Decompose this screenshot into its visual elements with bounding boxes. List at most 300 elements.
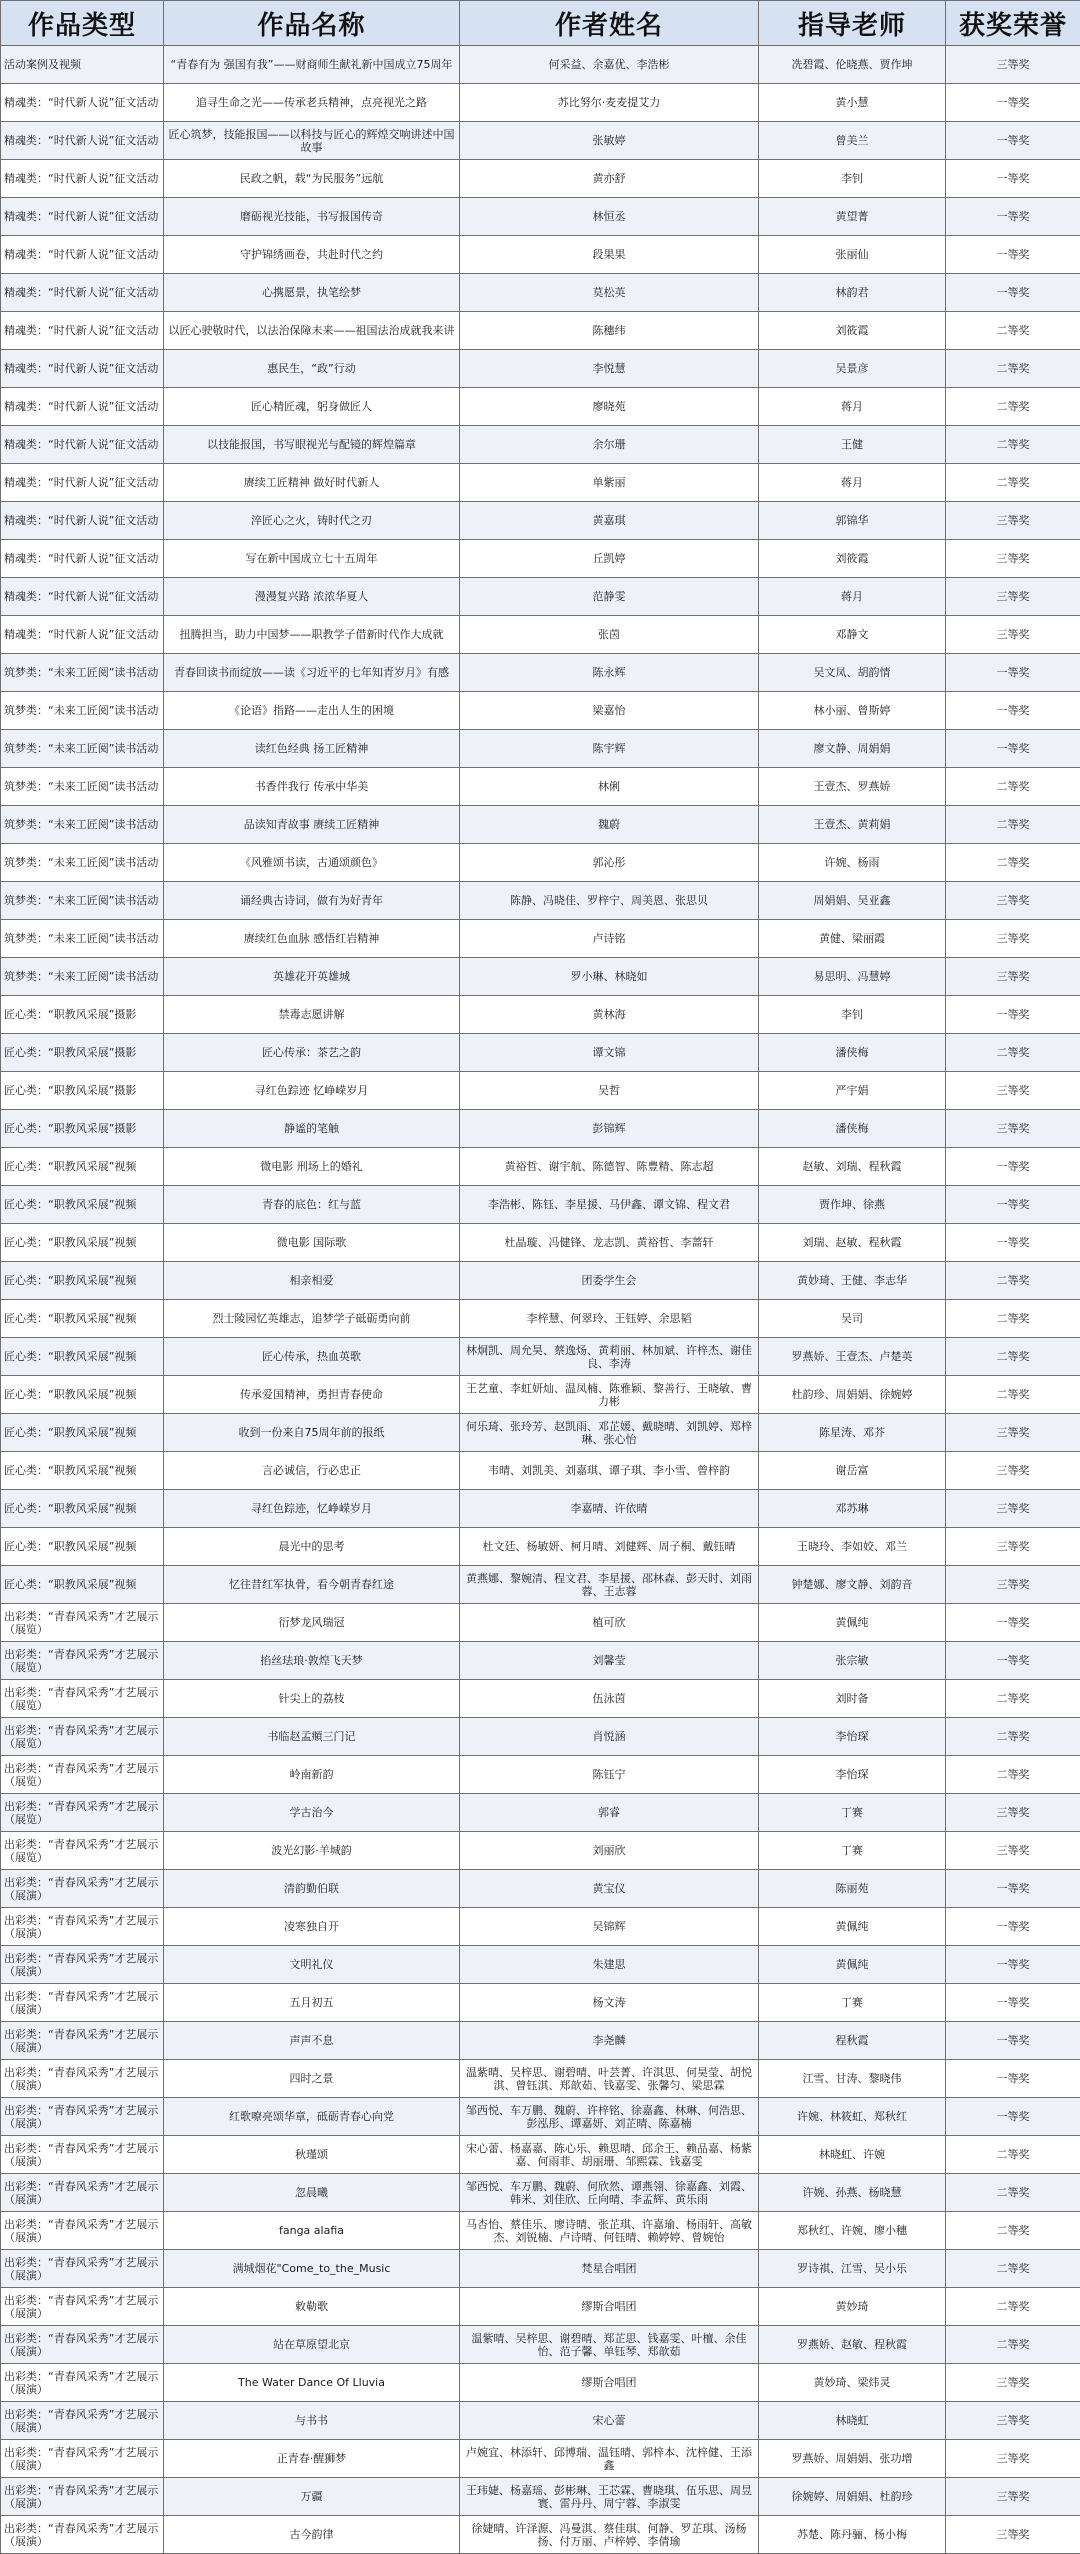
table-row [1, 1908, 1080, 1946]
cell-award: 一等奖 [946, 1642, 1080, 1680]
table-row [1, 1262, 1080, 1300]
cell-authors: 张敏婷 [460, 122, 759, 160]
cell-award: 三等奖 [946, 2516, 1080, 2554]
header-category: 作品类型 [1, 1, 164, 46]
table-row [1, 312, 1080, 350]
cell-category: 筑梦类：“未来工匠阅”读书活动 [1, 654, 164, 692]
cell-award: 二等奖 [946, 768, 1080, 806]
cell-title: 收到一份来自75周年前的报纸 [164, 1414, 460, 1452]
table-row [1, 996, 1080, 1034]
cell-advisors: 周娟娟、吴亚鑫 [759, 882, 946, 920]
cell-award: 一等奖 [946, 122, 1080, 160]
cell-category: 筑梦类：“未来工匠阅”读书活动 [1, 882, 164, 920]
cell-award: 三等奖 [946, 2402, 1080, 2440]
cell-category: 出彩类：“青春风采秀”才艺展示（展演） [1, 1946, 164, 1984]
cell-category: 精魂类：“时代新人说”征文活动 [1, 426, 164, 464]
cell-award: 一等奖 [946, 1946, 1080, 1984]
cell-advisors: 蒋月 [759, 578, 946, 616]
cell-authors: 王玮婕、杨嘉瑶、彭彬琳、王芯霖、曹晓琪、伍乐思、周昱寰、雷丹丹、周宁蓉、李淑雯 [460, 2478, 759, 2516]
cell-title: 针尖上的荔枝 [164, 1680, 460, 1718]
cell-title: 学古治今 [164, 1794, 460, 1832]
cell-authors: 宋心蕾 [460, 2402, 759, 2440]
table-row [1, 1376, 1080, 1414]
table-row [1, 2136, 1080, 2174]
table-row [1, 1452, 1080, 1490]
table-row [1, 1604, 1080, 1642]
cell-title: 微电影 刑场上的婚礼 [164, 1148, 460, 1186]
cell-advisors: 蒋月 [759, 464, 946, 502]
cell-title: 赓续工匠精神 做好时代新人 [164, 464, 460, 502]
cell-authors: 陈静、冯晓佳、罗梓宁、周美恩、张思贝 [460, 882, 759, 920]
table-row [1, 464, 1080, 502]
cell-advisors: 杜韵珍、周娟娟、徐婉婷 [759, 1376, 946, 1414]
cell-advisors: 李钊 [759, 160, 946, 198]
cell-authors: 缪斯合唱团 [460, 2288, 759, 2326]
cell-advisors: 丁赛 [759, 1984, 946, 2022]
cell-authors: 刘丽欣 [460, 1832, 759, 1870]
cell-category: 筑梦类：“未来工匠阅”读书活动 [1, 768, 164, 806]
cell-advisors: 赵敏、刘瑞、程秋霞 [759, 1148, 946, 1186]
cell-award: 二等奖 [946, 1300, 1080, 1338]
cell-title: 守护锦绣画卷，共赴时代之约 [164, 236, 460, 274]
cell-advisors: 王壹杰、黄莉娟 [759, 806, 946, 844]
table-row [1, 616, 1080, 654]
cell-award: 三等奖 [946, 1794, 1080, 1832]
cell-category: 出彩类：“青春风采秀”才艺展示（展演） [1, 2402, 164, 2440]
cell-category: 匠心类：“职教风采展”视频 [1, 1186, 164, 1224]
table-row [1, 1224, 1080, 1262]
cell-category: 出彩类：“青春风采秀”才艺展示（展演） [1, 2478, 164, 2516]
cell-advisors: 潘侠梅 [759, 1034, 946, 1072]
table-row [1, 1566, 1080, 1604]
table-row [1, 882, 1080, 920]
cell-authors: 团委学生会 [460, 1262, 759, 1300]
cell-authors: 梵星合唱团 [460, 2250, 759, 2288]
cell-award: 二等奖 [946, 1034, 1080, 1072]
cell-authors: 缪斯合唱团 [460, 2364, 759, 2402]
cell-title: 书香伴我行 传承中华美 [164, 768, 460, 806]
table-row [1, 388, 1080, 426]
cell-category: 出彩类：“青春风采秀”才艺展示（展演） [1, 2022, 164, 2060]
header-advisors: 指导老师 [759, 1, 946, 46]
cell-award: 二等奖 [946, 464, 1080, 502]
cell-authors: 谭文锦 [460, 1034, 759, 1072]
cell-award: 三等奖 [946, 2478, 1080, 2516]
cell-advisors: 潘侠梅 [759, 1110, 946, 1148]
cell-authors: 杨文涛 [460, 1984, 759, 2022]
cell-category: 出彩类：“青春风采秀”才艺展示（展演） [1, 1908, 164, 1946]
table-body [1, 46, 1080, 2554]
cell-authors: 李浩彬、陈钰、李星援、马伊鑫、谭文锦、程文君 [460, 1186, 759, 1224]
cell-authors: 郭睿 [460, 1794, 759, 1832]
cell-advisors: 许婉、杨雨 [759, 844, 946, 882]
cell-category: 精魂类：“时代新人说”征文活动 [1, 540, 164, 578]
table-row [1, 1110, 1080, 1148]
cell-award: 二等奖 [946, 312, 1080, 350]
cell-advisors: 林韵君 [759, 274, 946, 312]
table-row [1, 1034, 1080, 1072]
cell-authors: 黄裕哲、谢宇航、陈德智、陈豊精、陈志超 [460, 1148, 759, 1186]
cell-authors: 肖悦涵 [460, 1718, 759, 1756]
cell-title: 诵经典古诗词，做有为好青年 [164, 882, 460, 920]
cell-category: 匠心类：“职教风采展”视频 [1, 1224, 164, 1262]
table-row [1, 1490, 1080, 1528]
cell-category: 精魂类：“时代新人说”征文活动 [1, 388, 164, 426]
cell-authors: 宋心蕾、杨嘉嘉、陈心乐、赖思晴、邱余王、赖品嘉、杨紫嘉、何雨菲、胡丽珊、邹熙霖、钱嘉雯 [460, 2136, 759, 2174]
cell-authors: 李尧麟 [460, 2022, 759, 2060]
cell-category: 出彩类：“青春风采秀”才艺展示（展览） [1, 1756, 164, 1794]
cell-category: 出彩类：“青春风采秀”才艺展示（展演） [1, 2288, 164, 2326]
table-row [1, 122, 1080, 160]
cell-category: 出彩类：“青春风采秀”才艺展示（展览） [1, 1680, 164, 1718]
cell-title: fanga alafia [164, 2212, 460, 2250]
cell-award: 三等奖 [946, 1566, 1080, 1604]
cell-advisors: 钟楚娜、廖文静、刘韵音 [759, 1566, 946, 1604]
cell-category: 匠心类：“职教风采展”摄影 [1, 1034, 164, 1072]
cell-advisors: 罗燕娇、王壹杰、卢楚英 [759, 1338, 946, 1376]
cell-advisors: 黄佩纯 [759, 1908, 946, 1946]
table-row [1, 768, 1080, 806]
cell-advisors: 邓静文 [759, 616, 946, 654]
cell-authors: 罗小琳、林晓如 [460, 958, 759, 996]
table-row [1, 350, 1080, 388]
cell-advisors: 徐婉婷、周娟娟、杜韵珍 [759, 2478, 946, 2516]
table-row [1, 2440, 1080, 2478]
cell-category: 出彩类：“青春风采秀”才艺展示（展览） [1, 1718, 164, 1756]
table-row [1, 2174, 1080, 2212]
table-row [1, 1528, 1080, 1566]
cell-award: 二等奖 [946, 388, 1080, 426]
cell-award: 三等奖 [946, 920, 1080, 958]
cell-category: 出彩类：“青春风采秀”才艺展示（展演） [1, 2212, 164, 2250]
cell-title: 读红色经典 扬工匠精神 [164, 730, 460, 768]
cell-category: 匠心类：“职教风采展”视频 [1, 1528, 164, 1566]
cell-advisors: 林晓虹、许婉 [759, 2136, 946, 2174]
cell-award: 三等奖 [946, 2440, 1080, 2478]
cell-title: 禁毒志愿讲解 [164, 996, 460, 1034]
cell-authors: 单紫丽 [460, 464, 759, 502]
cell-authors: 陈钰宁 [460, 1756, 759, 1794]
table-row [1, 2288, 1080, 2326]
cell-title: 青春的底色：红与蓝 [164, 1186, 460, 1224]
table-row [1, 84, 1080, 122]
cell-advisors: 吴文凤、胡韵情 [759, 654, 946, 692]
cell-award: 三等奖 [946, 1414, 1080, 1452]
cell-title: 匠心精匠魂，躬身做匠人 [164, 388, 460, 426]
cell-advisors: 张丽仙 [759, 236, 946, 274]
table-row [1, 1300, 1080, 1338]
cell-title: 传承爱国精神，勇担青春使命 [164, 1376, 460, 1414]
table-row [1, 2326, 1080, 2364]
cell-authors: 温紫晴、吴梓思、谢碧晴、叶芸菁、许淇思、何昊莹、胡悦淇、曾钰淇、郑歆茹、钱嘉雯、张馨匀、梁思霖 [460, 2060, 759, 2098]
cell-title: 古今韵律 [164, 2516, 460, 2554]
cell-award: 二等奖 [946, 2288, 1080, 2326]
cell-title: 《风雅颂书读，古通颂颜色》 [164, 844, 460, 882]
cell-award: 一等奖 [946, 1870, 1080, 1908]
cell-award: 一等奖 [946, 654, 1080, 692]
cell-award: 一等奖 [946, 1908, 1080, 1946]
cell-authors: 廖晓苑 [460, 388, 759, 426]
table-row [1, 2402, 1080, 2440]
cell-title: 品读知青故事 赓续工匠精神 [164, 806, 460, 844]
cell-title: 漫漫复兴路 浓浓华夏人 [164, 578, 460, 616]
cell-advisors: 严宇娟 [759, 1072, 946, 1110]
cell-advisors: 郭锦华 [759, 502, 946, 540]
table-row [1, 958, 1080, 996]
cell-authors: 邹西悦、车万鹏、魏蔚、许梓铭、徐嘉鑫、林琳、何浩思、彭泓彤、谭嘉妍、刘芷晴、陈嘉楠 [460, 2098, 759, 2136]
cell-category: 出彩类：“青春风采秀”才艺展示（展览） [1, 1604, 164, 1642]
cell-award: 二等奖 [946, 1718, 1080, 1756]
table-row [1, 2098, 1080, 2136]
cell-category: 筑梦类：“未来工匠阅”读书活动 [1, 920, 164, 958]
cell-advisors: 许婉、林筱虹、郑秋红 [759, 2098, 946, 2136]
cell-category: 精魂类：“时代新人说”征文活动 [1, 236, 164, 274]
table-row [1, 1338, 1080, 1376]
cell-title: 青春回读书而绽放——读《习近平的七年知青岁月》有感 [164, 654, 460, 692]
cell-advisors: 黄佩纯 [759, 1946, 946, 1984]
cell-title: 静谧的笔触 [164, 1110, 460, 1148]
cell-category: 匠心类：“职教风采展”视频 [1, 1376, 164, 1414]
cell-advisors: 谢岳富 [759, 1452, 946, 1490]
cell-category: 匠心类：“职教风采展”摄影 [1, 1072, 164, 1110]
cell-authors: 何乐琦、张玲芳、赵凯雨、邓芷媛、戴晓晴、刘凯婷、郑梓琳、张心怡 [460, 1414, 759, 1452]
table-row [1, 540, 1080, 578]
cell-advisors: 黄妙琦 [759, 2288, 946, 2326]
cell-advisors: 邓苏琳 [759, 1490, 946, 1528]
cell-award: 一等奖 [946, 274, 1080, 312]
cell-award: 二等奖 [946, 2174, 1080, 2212]
table-row [1, 1186, 1080, 1224]
cell-category: 精魂类：“时代新人说”征文活动 [1, 350, 164, 388]
cell-authors: 卢婉宜、林添轩、邱博瑞、温钰晴、郭梓本、沈梓健、王添鑫 [460, 2440, 759, 2478]
table-row [1, 1946, 1080, 1984]
cell-advisors: 刘时备 [759, 1680, 946, 1718]
cell-category: 出彩类：“青春风采秀”才艺展示（展演） [1, 2060, 164, 2098]
cell-advisors: 吴司 [759, 1300, 946, 1338]
cell-title: 寻红色踪迹，忆峥嵘岁月 [164, 1490, 460, 1528]
cell-authors: 邹西悦、车万鹏、魏蔚、何欣然、谭燕翎、徐嘉鑫、刘霞、韩米、刘佳欣、丘向晴、李孟辉、黄乐雨 [460, 2174, 759, 2212]
cell-title: 以技能报国，书写眼视光与配镜的辉煌篇章 [164, 426, 460, 464]
cell-category: 出彩类：“青春风采秀”才艺展示（展演） [1, 2326, 164, 2364]
cell-title: 写在新中国成立七十五周年 [164, 540, 460, 578]
cell-advisors: 张宗敏 [759, 1642, 946, 1680]
cell-award: 三等奖 [946, 2364, 1080, 2402]
cell-award: 一等奖 [946, 730, 1080, 768]
cell-authors: 黄燕娜、黎婉清、程文君、李星援、邵林森、彭天时、刘雨蓉、王志蓉 [460, 1566, 759, 1604]
cell-authors: 黄宝仪 [460, 1870, 759, 1908]
cell-title: 清韵勤伯联 [164, 1870, 460, 1908]
cell-award: 一等奖 [946, 160, 1080, 198]
cell-authors: 朱建思 [460, 1946, 759, 1984]
cell-award: 二等奖 [946, 1338, 1080, 1376]
cell-authors: 黄亦舒 [460, 160, 759, 198]
cell-award: 一等奖 [946, 236, 1080, 274]
cell-award: 三等奖 [946, 46, 1080, 84]
cell-award: 一等奖 [946, 1604, 1080, 1642]
cell-authors: 韦晴、刘凯美、刘嘉琪、谭子琪、李小雪、曾梓韵 [460, 1452, 759, 1490]
cell-authors: 范静雯 [460, 578, 759, 616]
cell-title: 满城烟花"Come_to_the_Music [164, 2250, 460, 2288]
table-row [1, 236, 1080, 274]
cell-advisors: 贾作坤、徐燕 [759, 1186, 946, 1224]
cell-authors: 吴哲 [460, 1072, 759, 1110]
cell-advisors: 易思明、冯慧婷 [759, 958, 946, 996]
cell-authors: 李梓慧、何翠玲、王钰婷、余思韬 [460, 1300, 759, 1338]
cell-authors: 余尔珊 [460, 426, 759, 464]
cell-award: 三等奖 [946, 502, 1080, 540]
cell-category: 匠心类：“职教风采展”视频 [1, 1452, 164, 1490]
cell-award: 三等奖 [946, 1832, 1080, 1870]
cell-title: 衍梦龙风瑞冠 [164, 1604, 460, 1642]
cell-advisors: 曾美兰 [759, 122, 946, 160]
cell-advisors: 黄妙琦、王健、李志华 [759, 1262, 946, 1300]
cell-authors: 陈穗纬 [460, 312, 759, 350]
table-row [1, 578, 1080, 616]
cell-title: 四时之景 [164, 2060, 460, 2098]
cell-authors: 陈宇辉 [460, 730, 759, 768]
cell-authors: 黄嘉琪 [460, 502, 759, 540]
cell-title: 匠心传承：茶艺之韵 [164, 1034, 460, 1072]
cell-award: 三等奖 [946, 616, 1080, 654]
cell-title: 匠心筑梦，技能报国——以科技与匠心的辉煌交响讲述中国故事 [164, 122, 460, 160]
cell-advisors: 罗诗祺、江雪、吴小乐 [759, 2250, 946, 2288]
cell-category: 出彩类：“青春风采秀”才艺展示（展览） [1, 1832, 164, 1870]
cell-category: 精魂类：“时代新人说”征文活动 [1, 312, 164, 350]
cell-category: 筑梦类：“未来工匠阅”读书活动 [1, 806, 164, 844]
cell-category: 出彩类：“青春风采秀”才艺展示（展演） [1, 2174, 164, 2212]
cell-title: The Water Dance Of Lluvia [164, 2364, 460, 2402]
cell-authors: 丘凯婷 [460, 540, 759, 578]
cell-award: 一等奖 [946, 1224, 1080, 1262]
cell-authors: 苏比努尔·麦麦提艾力 [460, 84, 759, 122]
cell-award: 一等奖 [946, 1186, 1080, 1224]
cell-award: 二等奖 [946, 350, 1080, 388]
cell-category: 精魂类：“时代新人说”征文活动 [1, 160, 164, 198]
cell-advisors: 刘筱霞 [759, 540, 946, 578]
cell-authors: 李嘉晴、许依晴 [460, 1490, 759, 1528]
cell-advisors: 陈丽苑 [759, 1870, 946, 1908]
cell-title: 《论语》指路——走出人生的困境 [164, 692, 460, 730]
header-award: 获奖荣誉 [946, 1, 1080, 46]
cell-advisors: 郑秋红、许婉、廖小穗 [759, 2212, 946, 2250]
cell-category: 活动案例及视频 [1, 46, 164, 84]
cell-title: 五月初五 [164, 1984, 460, 2022]
cell-title: 寻红色踪迹 忆峥嵘岁月 [164, 1072, 460, 1110]
cell-authors: 杜文廷、杨敏妍、柯月晴、刘健辉、周子桐、戴钰晴 [460, 1528, 759, 1566]
table-row [1, 2516, 1080, 2554]
cell-category: 匠心类：“职教风采展”摄影 [1, 996, 164, 1034]
cell-title: 掐丝珐琅·敦煌飞天梦 [164, 1642, 460, 1680]
cell-advisors: 李怡琛 [759, 1756, 946, 1794]
cell-category: 筑梦类：“未来工匠阅”读书活动 [1, 958, 164, 996]
cell-award: 一等奖 [946, 692, 1080, 730]
table-row [1, 160, 1080, 198]
cell-category: 精魂类：“时代新人说”征文活动 [1, 578, 164, 616]
header-title: 作品名称 [164, 1, 460, 46]
cell-category: 匠心类：“职教风采展”视频 [1, 1490, 164, 1528]
cell-award: 二等奖 [946, 2250, 1080, 2288]
cell-category: 匠心类：“职教风采展”视频 [1, 1338, 164, 1376]
cell-title: 忆往昔红军执骨，看今朝青春红途 [164, 1566, 460, 1604]
cell-authors: 林恒丞 [460, 198, 759, 236]
cell-title: 微电影 国际歌 [164, 1224, 460, 1262]
cell-authors: 陈永辉 [460, 654, 759, 692]
cell-authors: 卢诗铭 [460, 920, 759, 958]
cell-authors: 林俐 [460, 768, 759, 806]
cell-advisors: 黄望菁 [759, 198, 946, 236]
cell-authors: 何采益、余嘉优、李浩彬 [460, 46, 759, 84]
cell-advisors: 刘筱霞 [759, 312, 946, 350]
cell-award: 一等奖 [946, 2022, 1080, 2060]
cell-authors: 王艺童、李虹妍灿、温凤楠、陈雅颖、黎善行、王晓敏、曹力彬 [460, 1376, 759, 1414]
cell-advisors: 李钊 [759, 996, 946, 1034]
cell-category: 出彩类：“青春风采秀”才艺展示（展演） [1, 2098, 164, 2136]
cell-award: 三等奖 [946, 540, 1080, 578]
cell-title: 匠心传承，热血英歌 [164, 1338, 460, 1376]
cell-category: 精魂类：“时代新人说”征文活动 [1, 198, 164, 236]
cell-advisors: 苏楚、陈丹骊、杨小梅 [759, 2516, 946, 2554]
table-row [1, 426, 1080, 464]
cell-title: 相亲相爱 [164, 1262, 460, 1300]
table-row [1, 692, 1080, 730]
cell-category: 匠心类：“职教风采展”视频 [1, 1262, 164, 1300]
table-row [1, 1984, 1080, 2022]
cell-title: 以匠心驶敬时代，以法治保障未来——祖国法治成就我来讲 [164, 312, 460, 350]
cell-award: 二等奖 [946, 844, 1080, 882]
cell-category: 精魂类：“时代新人说”征文活动 [1, 274, 164, 312]
cell-title: 万疆 [164, 2478, 460, 2516]
cell-title: 惠民生，“政”行动 [164, 350, 460, 388]
cell-award: 二等奖 [946, 806, 1080, 844]
cell-category: 精魂类：“时代新人说”征文活动 [1, 502, 164, 540]
cell-title: 心携愿景，执笔绘梦 [164, 274, 460, 312]
cell-advisors: 廖文静、周娟娟 [759, 730, 946, 768]
cell-category: 筑梦类：“未来工匠阅”读书活动 [1, 730, 164, 768]
cell-authors: 魏蔚 [460, 806, 759, 844]
header-authors: 作者姓名 [460, 1, 759, 46]
cell-award: 二等奖 [946, 1262, 1080, 1300]
cell-category: 匠心类：“职教风采展”视频 [1, 1566, 164, 1604]
cell-advisors: 黄健、梁丽霞 [759, 920, 946, 958]
cell-award: 三等奖 [946, 1528, 1080, 1566]
cell-advisors: 王壹杰、罗燕娇 [759, 768, 946, 806]
cell-title: 磨砺视光技能，书写报国传奇 [164, 198, 460, 236]
cell-authors: 张茵 [460, 616, 759, 654]
cell-authors: 刘馨莹 [460, 1642, 759, 1680]
cell-title: 敕勒歌 [164, 2288, 460, 2326]
cell-advisors: 许婉、孙燕、杨晓慧 [759, 2174, 946, 2212]
cell-authors: 植可欣 [460, 1604, 759, 1642]
table-row [1, 1148, 1080, 1186]
cell-title: 声声不息 [164, 2022, 460, 2060]
cell-category: 匠心类：“职教风采展”视频 [1, 1414, 164, 1452]
cell-authors: 马杏怡、蔡佳乐、廖诗晴、张芷琪、许嘉瑜、杨雨轩、高敏杰、刘锐楠、卢诗晴、何钰晴、赖婷婷、曾婉怡 [460, 2212, 759, 2250]
header-row [1, 1, 1080, 46]
table-row [1, 1756, 1080, 1794]
cell-award: 三等奖 [946, 578, 1080, 616]
table-row [1, 806, 1080, 844]
cell-award: 三等奖 [946, 1110, 1080, 1148]
cell-category: 出彩类：“青春风采秀”才艺展示（展演） [1, 1870, 164, 1908]
cell-category: 出彩类：“青春风采秀”才艺展示（展演） [1, 2364, 164, 2402]
cell-authors: 段果果 [460, 236, 759, 274]
cell-authors: 彭锦辉 [460, 1110, 759, 1148]
table-row [1, 730, 1080, 768]
cell-award: 二等奖 [946, 2326, 1080, 2364]
cell-category: 出彩类：“青春风采秀”才艺展示（展演） [1, 2516, 164, 2554]
cell-title: 民政之帆，载“为民服务”远航 [164, 160, 460, 198]
table-row [1, 1072, 1080, 1110]
